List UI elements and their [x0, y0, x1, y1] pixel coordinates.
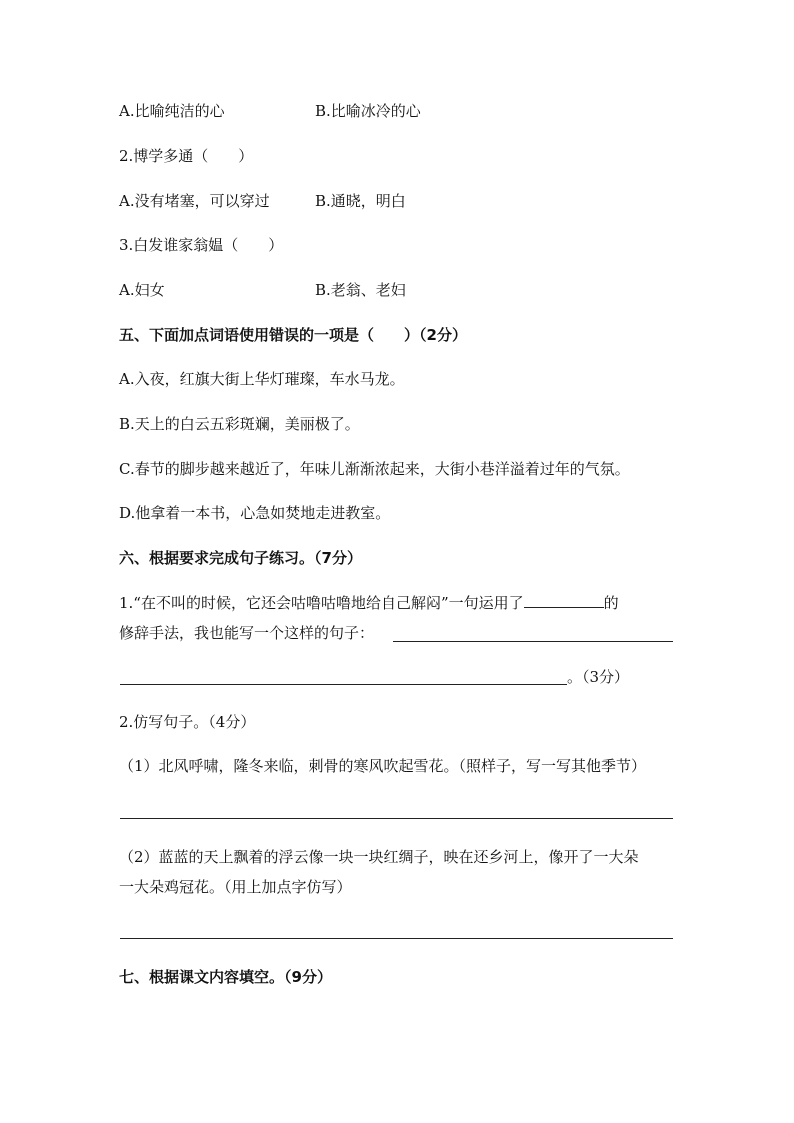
q5-option-d: D.他拿着一本书，心急如焚地走进教室。: [119, 504, 391, 522]
q6-item1-line1: [119, 592, 619, 612]
q7-heading: 七、根据课文内容填空。（9分）: [119, 968, 332, 986]
sentence-answer-blank-1[interactable]: [393, 641, 673, 642]
rhetoric-answer-blank[interactable]: [524, 592, 604, 608]
q5-option-a: A.入夜，红旗大街上华灯璀璨，车水马龙。: [119, 370, 405, 388]
q4-item1-option-a: A.比喻纯洁的心: [119, 102, 225, 120]
sentence-answer-blank-2[interactable]: [120, 684, 567, 685]
q6-item2-sub2-line2: 一大朵鸡冠花。（用上加点字仿写）: [119, 878, 352, 896]
q6-item1-text: 1.“在不叫的时候，它还会咕噜咕噜地给自己解闷”一句运用了: [119, 594, 524, 612]
q5-heading: 五、下面加点词语使用错误的一项是（ ）（2分）: [119, 326, 467, 344]
q6-item1-score: 。（3分）: [567, 668, 630, 686]
q6-heading: 六、根据要求完成句子练习。（7分）: [119, 549, 362, 567]
q6-item2-sub2-line1: （2）蓝蓝的天上飘着的浮云像一块一块红绸子，映在还乡河上，像开了一大朵: [119, 848, 639, 866]
q4-item3-question: 3.白发谁家翁媪（ ）: [119, 236, 284, 254]
q5-option-b: B.天上的白云五彩斑斓，美丽极了。: [119, 415, 360, 433]
q4-item2-question: 2.博学多通（ ）: [119, 147, 254, 165]
q4-item1-option-b: B.比喻冰冷的心: [315, 102, 421, 120]
q6-item2-heading: 2.仿写句子。（4分）: [119, 713, 256, 731]
q6-item1-line2: [119, 623, 374, 643]
q4-item2-option-b: B.通晓，明白: [315, 192, 406, 210]
q6-item2-sub1: （1）北风呼啸，隆冬来临，刺骨的寒风吹起雪花。（照样子，写一写其他季节）: [119, 757, 647, 775]
q6-item1-prompt: 修辞手法，我也能写一个这样的句子：: [119, 624, 375, 642]
q4-item2-option-a: A.没有堵塞，可以穿过: [119, 192, 270, 210]
q5-option-c: C.春节的脚步越来越近了，年味儿渐渐浓起来，大街小巷洋溢着过年的气氛。: [119, 460, 630, 478]
imitate-answer-line-1[interactable]: [120, 818, 673, 819]
q6-item1-text-end: 的: [603, 594, 619, 612]
q4-item3-option-b: B.老翁、老妇: [315, 281, 406, 299]
q4-item3-option-a: A.妇女: [119, 281, 165, 299]
imitate-answer-line-2[interactable]: [120, 938, 673, 939]
